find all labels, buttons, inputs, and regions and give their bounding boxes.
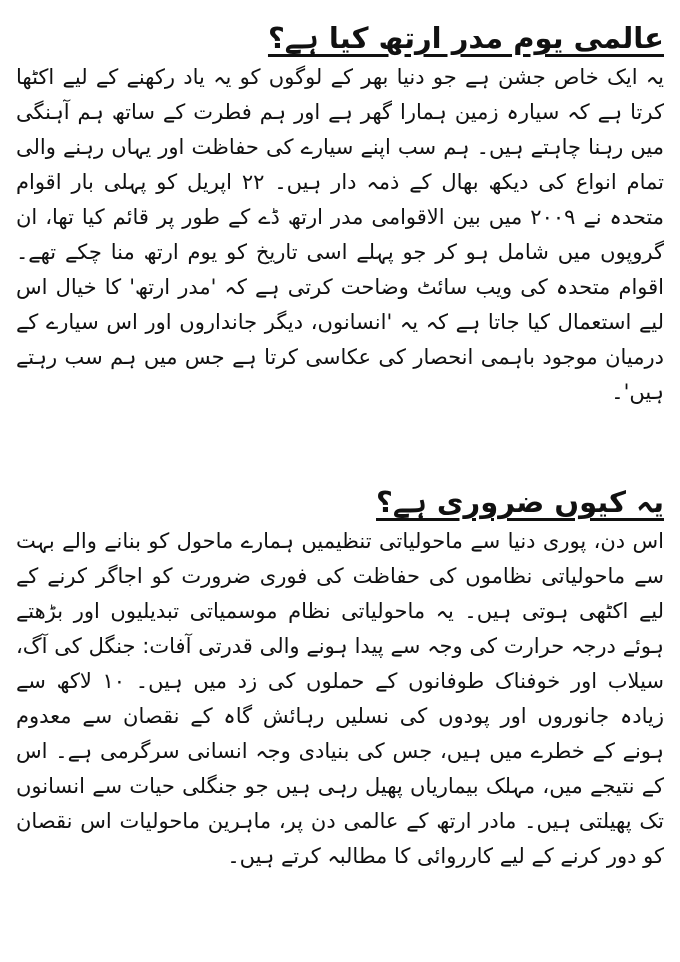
section-spacer (16, 410, 664, 480)
section-paragraph: یہ ایک خاص جشن ہے جو دنیا بھر کے لوگوں کو یہ یاد رکھنے کے لیے اکٹھا کرتا ہے کہ سیارہ زمین ہمارا گھر ہے اور ہم فطرت کے ساتھ ہم آہنگی میں رہنا چاہتے ہیں۔ ہم سب اپنے سیارے کی حفاظت اور یہاں رہنے والی تمام انواع کی دیکھ بھال کے ذمہ دار ہیں۔ ۲۲ اپریل کو پہلی بار اقوام متحدہ نے ۲۰۰۹ میں بین الاقوامی مدر ارتھ ڈے کے طور پر قائم کیا تھا، ان گروپوں میں شامل ہو کر جو پہلے اسی تاریخ کو یوم ارتھ منا چکے تھے۔ اقوام متحدہ کی ویب سائٹ وضاحت کرتی ہے کہ 'مدر ارتھ' کا خیال اس لیے استعمال کیا جاتا ہے کہ یہ 'انسانوں، دیگر جانداروں اور اس سیارے کے درمیان موجود باہمی انحصار کی عکاسی کرتا ہے جس میں ہم سب رہتے ہیں'۔ (16, 65, 664, 404)
section-heading: یہ کیوں ضروری ہے؟ (376, 485, 664, 519)
section-paragraph: اس دن، پوری دنیا سے ماحولیاتی تنظیمیں ہمارے ماحول کو بنانے والے بہت سے ماحولیاتی نظاموں کی حفاظت کی فوری ضرورت کو اجاگر کرنے کے لیے اکٹھی ہوتی ہیں۔ یہ ماحولیاتی نظام موسمیاتی تبدیلیوں اور بڑھتے ہوئے درجہ حرارت کی وجہ سے پیدا ہونے والی قدرتی آفات: جنگل کی آگ، سیلاب اور خوفناک طوفانوں کے حملوں کی زد میں ہیں۔ ۱۰ لاکھ سے زیادہ جانوروں اور پودوں کی نسلیں رہائش گاہ کے نقصان سے معدوم ہونے کے خطرے میں ہیں، جس کی بنیادی وجہ انسانی سرگرمی ہے۔ اس کے نتیجے میں، مہلک بیماریاں پھیل رہی ہیں جو جنگلی حیات سے انسانوں تک پھیلتی ہیں۔ مادر ارتھ کے عالمی دن پر، ماہرین ماحولیات اس نقصان کو دور کرنے کے لیے کارروائی کا مطالبہ کرتے ہیں۔ (16, 529, 664, 868)
section-heading: عالمی یوم مدر ارتھ کیا ہے؟ (267, 21, 664, 55)
section-what-is-mother-earth-day (16, 16, 664, 410)
section-why-important (16, 480, 664, 874)
